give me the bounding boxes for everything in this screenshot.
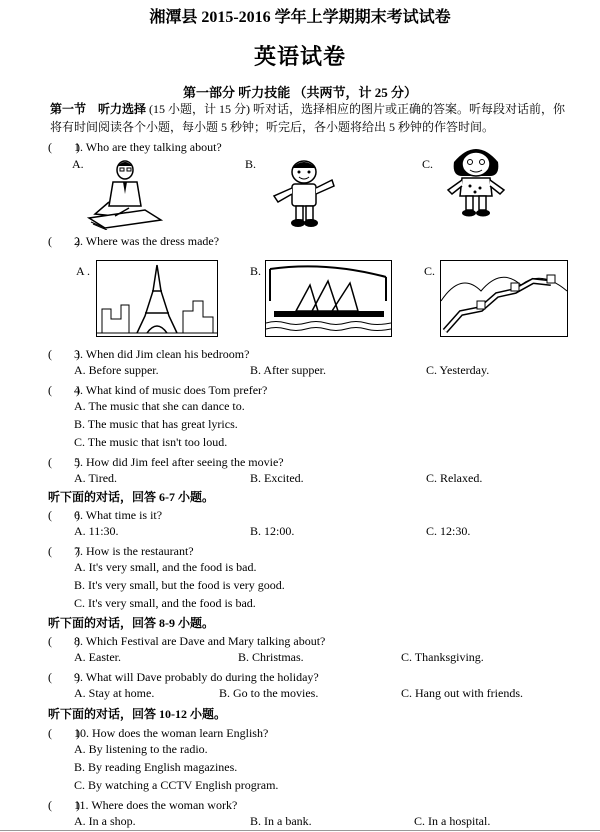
q4-option-a[interactable]: A. The music that she can dance to. xyxy=(74,399,245,413)
q7-option-a[interactable]: A. It's very small, and the food is bad. xyxy=(74,560,257,574)
question-text: 4. What kind of music does Tom prefer? xyxy=(74,383,268,397)
part-title: 第一部分 听力技能 （共两节，计 25 分） xyxy=(182,85,417,100)
section-6-7-heading: 听下面的对话，回答 6-7 小题。 xyxy=(48,490,214,504)
q5-option-c[interactable]: C. Relaxed. xyxy=(426,471,483,485)
question-1 xyxy=(48,138,222,155)
q3-option-c[interactable]: C. Yesterday. xyxy=(426,363,490,377)
q3-option-a[interactable]: A. Before supper. xyxy=(74,363,159,377)
q10-option-c[interactable]: C. By watching a CCTV English program. xyxy=(74,778,279,792)
q6-option-c[interactable]: C. 12:30. xyxy=(426,524,471,538)
section1-instruction-text: (15 小题，计 15 分) 听对话，选择相应的图片或正确的答案。听每段对话前，你将有时间阅读各个小题，每小题 5 秒钟；听完后，各小题将给出 5 秒钟的作答时间。 xyxy=(50,102,566,134)
q8-option-c[interactable]: C. Thanksgiving. xyxy=(401,650,484,664)
boy-cartoon-icon xyxy=(268,158,340,230)
answer-blank[interactable]: ( ) xyxy=(48,347,80,361)
question-10 xyxy=(48,724,268,741)
q5-option-b[interactable]: B. Excited. xyxy=(250,471,304,485)
section1-instruction xyxy=(50,100,565,136)
girl-cartoon-icon xyxy=(440,142,512,218)
question-text: 11. Where does the woman work? xyxy=(74,798,238,812)
question-7 xyxy=(48,542,194,559)
q8-option-b[interactable]: B. Christmas. xyxy=(238,650,304,664)
question-4 xyxy=(48,381,267,398)
question-2 xyxy=(48,232,219,249)
q2-option-b[interactable]: B. xyxy=(250,264,262,278)
question-text: 10. How does the woman learn English? xyxy=(74,726,269,740)
question-6 xyxy=(48,506,162,523)
question-8 xyxy=(48,632,325,649)
q9-option-c[interactable]: C. Hang out with friends. xyxy=(401,686,523,700)
sydney-opera-house-picture xyxy=(265,260,392,337)
q10-option-b[interactable]: B. By reading English magazines. xyxy=(74,760,238,774)
question-5 xyxy=(48,453,284,470)
question-text: 3. When did Jim clean his bedroom? xyxy=(74,347,250,361)
q11-option-b[interactable]: B. In a bank. xyxy=(250,814,312,828)
q7-option-c[interactable]: C. It's very small, and the food is bad. xyxy=(74,596,256,610)
q10-option-a[interactable]: A. By listening to the radio. xyxy=(74,742,208,756)
q2-option-c[interactable]: C. xyxy=(424,264,436,278)
answer-blank[interactable]: ( ) xyxy=(48,726,80,740)
question-text: 5. How did Jim feel after seeing the movie? xyxy=(74,455,284,469)
question-text: 1. Who are they talking about? xyxy=(74,140,222,154)
answer-blank[interactable]: ( ) xyxy=(48,798,80,812)
question-text: 7. How is the restaurant? xyxy=(74,544,194,558)
answer-blank[interactable]: ( ) xyxy=(48,383,80,397)
q6-option-b[interactable]: B. 12:00. xyxy=(250,524,295,538)
q4-option-c[interactable]: C. The music that isn't too loud. xyxy=(74,435,228,449)
question-text: 9. What will Dave probably do during the holiday? xyxy=(74,670,319,684)
q9-option-a[interactable]: A. Stay at home. xyxy=(74,686,155,700)
subject-title: 英语试卷 xyxy=(253,44,346,69)
answer-blank[interactable]: ( ) xyxy=(48,670,80,684)
q8-option-a[interactable]: A. Easter. xyxy=(74,650,121,664)
question-9 xyxy=(48,668,319,685)
question-11 xyxy=(48,796,237,813)
exam-title: 湘潭县 2015-2016 学年上学期期末考试试卷 xyxy=(149,9,451,26)
q3-option-b[interactable]: B. After supper. xyxy=(250,363,326,377)
question-3 xyxy=(48,345,249,362)
section-10-12-heading: 听下面的对话，回答 10-12 小题。 xyxy=(48,707,226,721)
section1-label: 第一节 听力选择 xyxy=(50,102,147,116)
q6-option-a[interactable]: A. 11:30. xyxy=(74,524,119,538)
question-text: 8. Which Festival are Dave and Mary talking about? xyxy=(74,634,326,648)
q1-option-c[interactable]: C. xyxy=(422,157,434,171)
answer-blank[interactable]: ( ) xyxy=(48,544,80,558)
page-bottom-edge xyxy=(0,830,600,831)
answer-blank[interactable]: ( ) xyxy=(48,140,80,154)
q5-option-a[interactable]: A. Tired. xyxy=(74,471,118,485)
answer-blank[interactable]: ( ) xyxy=(48,634,80,648)
q2-option-a[interactable]: A . xyxy=(76,264,91,278)
q9-option-b[interactable]: B. Go to the movies. xyxy=(219,686,319,700)
q4-option-b[interactable]: B. The music that has great lyrics. xyxy=(74,417,238,431)
q11-option-c[interactable]: C. In a hospital. xyxy=(414,814,491,828)
section-8-9-heading: 听下面的对话，回答 8-9 小题。 xyxy=(48,616,214,630)
answer-blank[interactable]: ( ) xyxy=(48,508,80,522)
q11-option-a[interactable]: A. In a shop. xyxy=(74,814,136,828)
q1-option-a[interactable]: A. xyxy=(72,157,84,171)
great-wall-picture xyxy=(440,260,568,337)
eiffel-tower-picture xyxy=(96,260,218,337)
answer-blank[interactable]: ( ) xyxy=(48,234,80,248)
answer-blank[interactable]: ( ) xyxy=(48,455,80,469)
q7-option-b[interactable]: B. It's very small, but the food is very good. xyxy=(74,578,285,592)
q1-option-b[interactable]: B. xyxy=(245,157,257,171)
man-writing-icon xyxy=(85,158,165,230)
question-text: 6. What time is it? xyxy=(74,508,163,522)
question-text: 2. Where was the dress made? xyxy=(74,234,220,248)
